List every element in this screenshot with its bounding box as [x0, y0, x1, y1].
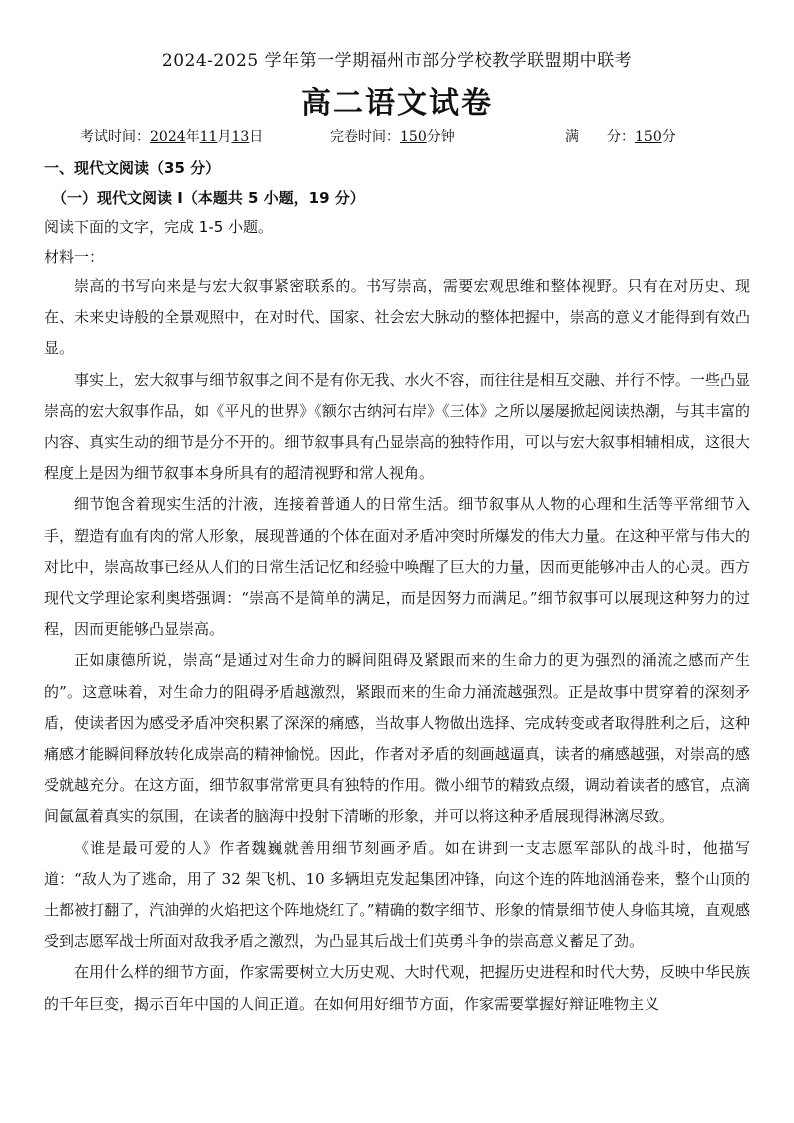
exam-day-unit: 日	[249, 129, 264, 145]
exam-date-label: 考试时间：	[80, 129, 150, 145]
material-label: 材料一：	[44, 248, 105, 266]
section-subheading: （一）现代文阅读 I（本题共 5 小题，19 分）	[52, 189, 365, 207]
passage-paragraph: 在用什么样的细节方面，作家需要树立大历史观、大时代观，把握历史进程和时代大势，反映中华民族的千年巨变，揭示百年中国的人间正道。在如何用好细节方面，作家需要掌握好辩证唯物主义	[44, 963, 750, 1013]
passage-paragraph: 正如康德所说，崇高“是通过对生命力的瞬间阻碍及紧跟而来的生命力的更为强烈的涌流之感而产生的”。这意味着，对生命力的阻碍矛盾越激烈，紧跟而来的生命力涌流越强烈。正是故事中贯穿着的深刻矛盾，使读者因为感受矛盾冲突积累了深深的痛感，当故事人物做出选择、完成转变或者取得胜利之后，这种痛感才能瞬间释放转化成崇高的精神愉悦。因此，作者对矛盾的刻画越逼真，读者的痛感越强，对崇高的感受就越充分。在这方面，细节叙事常常更具有独特的作用。微小细节的精致点缀，调动着读者的感官，点滴间氤氲着真实的氛围，在读者的脑海中投射下清晰的形象，并可以将这种矛盾展现得淋漓尽致。	[44, 651, 750, 826]
exam-year-unit: 年	[185, 129, 200, 145]
exam-day: 13	[231, 129, 250, 145]
reading-instruction: 阅读下面的文字，完成 1-5 小题。	[44, 218, 274, 236]
passage-paragraph: 事实上，宏大叙事与细节叙事之间不是有你无我、水火不容，而往往是相互交融、并行不悖。一些凸显崇高的宏大叙事作品，如《平凡的世界》《额尔古纳河右岸》《三体》之所以屡屡掀起阅读热潮，与其丰富的内容、真实生动的细节是分不开的。细节叙事具有凸显崇高的独特作用，可以与宏大叙事相辅相成，这很大程度上是因为细节叙事本身所具有的超清视野和常人视角。	[44, 370, 750, 483]
reading-passage	[44, 271, 750, 1020]
full-score-label: 满 分：	[565, 129, 635, 145]
section-heading: 一、现代文阅读（35 分）	[44, 159, 221, 177]
full-score-unit: 分	[661, 129, 676, 145]
exam-duration	[330, 126, 455, 146]
exam-duration-value: 150	[400, 129, 427, 145]
passage-paragraph: 崇高的书写向来是与宏大叙事紧密联系的。书写崇高，需要宏观思维和整体视野。只有在对历史、现在、未来史诗般的全景观照中，在对时代、国家、社会宏大脉动的整体把握中，崇高的意义才能得到有效凸显。	[44, 277, 750, 358]
exam-duration-unit: 分钟	[426, 129, 455, 145]
passage-paragraph: 《谁是最可爱的人》作者魏巍就善用细节刻画矛盾。如在讲到一支志愿军部队的战斗时，他描写道：“敌人为了逃命，用了 32 架飞机、10 多辆坦克发起集团冲锋，向这个连的阵地汹涌卷来，整个山顶的土都被打翻了，汽油弹的火焰把这个阵地烧红了。”精确的数字细节、形象的情景细节使人身临其境，直观感受到志愿军战士所面对敌我矛盾之激烈，为凸显其后战士们英勇斗争的崇高意义蓄足了劲。	[44, 838, 750, 951]
exam-duration-label: 完卷时间：	[330, 129, 400, 145]
passage-paragraph: 细节饱含着现实生活的汁液，连接着普通人的日常生活。细节叙事从人物的心理和生活等平常细节入手，塑造有血有肉的常人形象，展现普通的个体在面对矛盾冲突时所爆发的伟大力量。在这种平常与伟大的对比中，崇高故事已经从人们的日常生活记忆和经验中唤醒了巨大的力量，因而更能够冲击人的心灵。西方现代文学理论家利奥塔强调：“崇高不是简单的满足，而是因努力而满足。”细节叙事可以展现这种努力的过程，因而更能够凸显崇高。	[44, 495, 750, 639]
exam-year: 2024	[150, 129, 186, 145]
exam-header: 2024-2025 学年第一学期福州市部分学校教学联盟期中联考	[161, 51, 633, 71]
exam-month-unit: 月	[217, 129, 232, 145]
paper-title: 高二语文试卷	[301, 86, 493, 121]
full-score-value: 150	[635, 129, 662, 145]
exam-date	[80, 126, 263, 146]
exam-month: 11	[199, 129, 218, 145]
exam-full-score	[565, 126, 676, 146]
